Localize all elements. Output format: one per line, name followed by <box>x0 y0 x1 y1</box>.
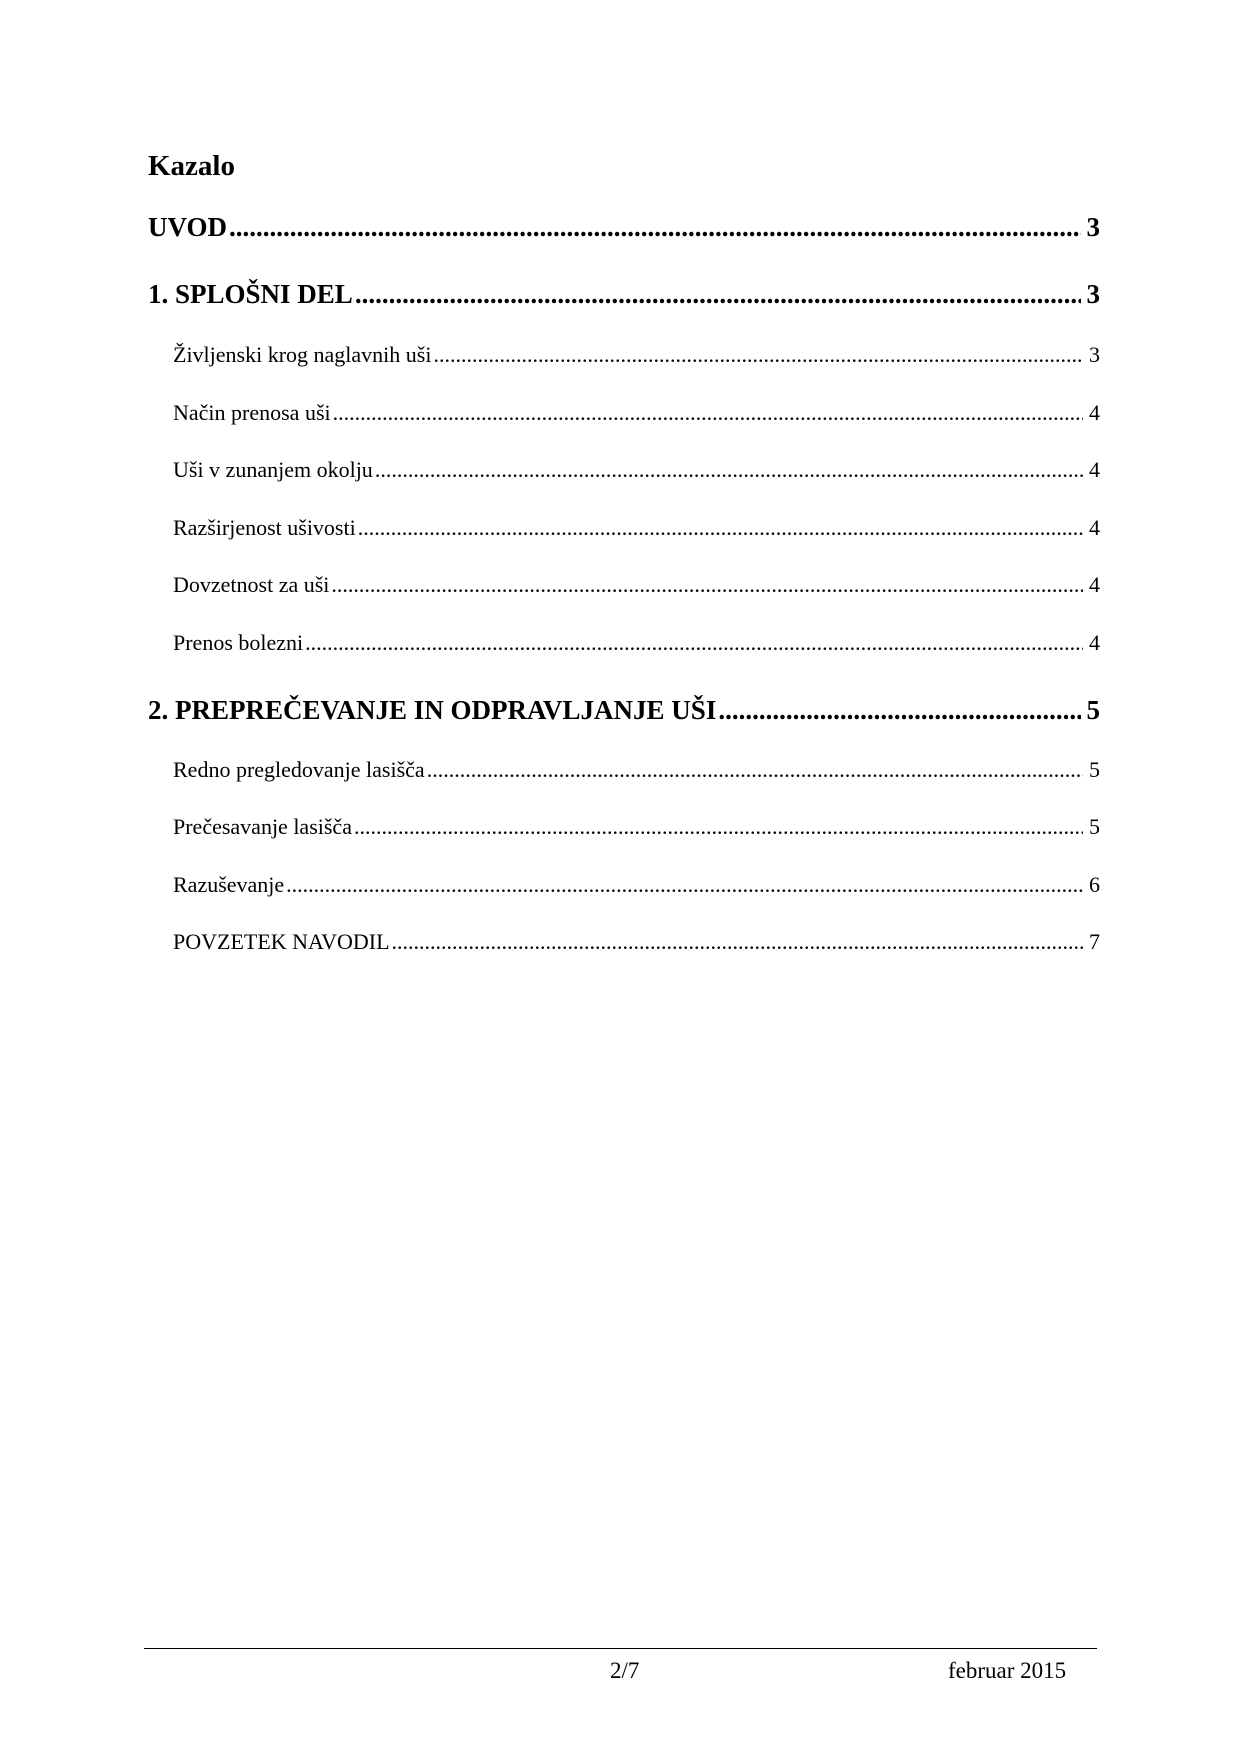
toc-entry-page: 3 <box>1086 212 1100 242</box>
toc-entry-page: 4 <box>1089 457 1100 482</box>
toc-entry-preprecevanje[interactable] <box>148 690 1100 730</box>
toc-entry-redno-pregledovanje[interactable] <box>173 753 1100 787</box>
toc-dot-leader <box>354 810 1083 844</box>
toc-entry-precesavanje[interactable] <box>173 810 1100 844</box>
toc-dot-leader <box>433 338 1083 372</box>
toc-entry-page: 7 <box>1089 929 1100 954</box>
toc-entry-dovzetnost[interactable] <box>173 568 1100 602</box>
toc-entry-title: Razuševanje <box>173 872 285 897</box>
toc-entry-title: 2. PREPREČEVANJE IN ODPRAVLJANJE UŠI <box>148 695 717 725</box>
footer-divider <box>144 1648 1097 1649</box>
toc-entry-title: Prenos bolezni <box>173 630 304 655</box>
toc-dot-leader <box>427 753 1083 787</box>
toc-dot-leader <box>305 626 1083 660</box>
toc-dot-leader <box>358 511 1083 545</box>
toc-entry-page: 3 <box>1089 342 1100 367</box>
toc-entry-title: 1. SPLOŠNI DEL <box>148 279 353 309</box>
toc-dot-leader <box>229 207 1081 247</box>
toc-entry-page: 4 <box>1089 572 1100 597</box>
toc-entry-splosni-del[interactable] <box>148 274 1100 314</box>
footer-page-number: 2/7 <box>610 1658 640 1683</box>
toc-entry-title: Način prenosa uši <box>173 400 331 425</box>
toc-entry-page: 5 <box>1089 757 1100 782</box>
toc-dot-leader <box>375 453 1083 487</box>
toc-dot-leader <box>355 274 1081 314</box>
toc-heading: Kazalo <box>148 150 235 182</box>
toc-entry-title: Redno pregledovanje lasišča <box>173 757 425 782</box>
toc-entry-page: 5 <box>1089 814 1100 839</box>
toc-entry-title: Dovzetnost za uši <box>173 572 330 597</box>
toc-entry-prenos-bolezni[interactable] <box>173 626 1100 660</box>
toc-entry-title: Prečesavanje lasišča <box>173 814 352 839</box>
toc-dot-leader <box>718 690 1080 730</box>
toc-entry-page: 3 <box>1086 279 1100 309</box>
toc-dot-leader <box>333 396 1083 430</box>
toc-dot-leader <box>286 868 1083 902</box>
toc-entry-title: Razširjenost ušivosti <box>173 515 356 540</box>
toc-entry-page: 4 <box>1089 400 1100 425</box>
toc-entry-page: 6 <box>1089 872 1100 897</box>
toc-entry-uvod[interactable] <box>148 207 1100 247</box>
toc-entry-page: 5 <box>1086 695 1100 725</box>
toc-entry-title: POVZETEK NAVODIL <box>173 929 390 954</box>
toc-entry-title: UVOD <box>148 212 227 242</box>
toc-entry-povzetek-navodil[interactable] <box>173 925 1100 959</box>
toc-entry-nacin-prenosa[interactable] <box>173 396 1100 430</box>
toc-entry-razsirjenost[interactable] <box>173 511 1100 545</box>
toc-entry-zivljenski-krog[interactable] <box>173 338 1100 372</box>
toc-entry-zunanje-okolje[interactable] <box>173 453 1100 487</box>
toc-entry-razusevanje[interactable] <box>173 868 1100 902</box>
toc-entry-title: Uši v zunanjem okolju <box>173 457 373 482</box>
footer-date: februar 2015 <box>948 1658 1067 1683</box>
toc-dot-leader <box>392 925 1083 959</box>
toc-entry-page: 4 <box>1089 515 1100 540</box>
toc-entry-title: Življenski krog naglavnih uši <box>173 342 432 367</box>
toc-entry-page: 4 <box>1089 630 1100 655</box>
toc-dot-leader <box>331 568 1083 602</box>
